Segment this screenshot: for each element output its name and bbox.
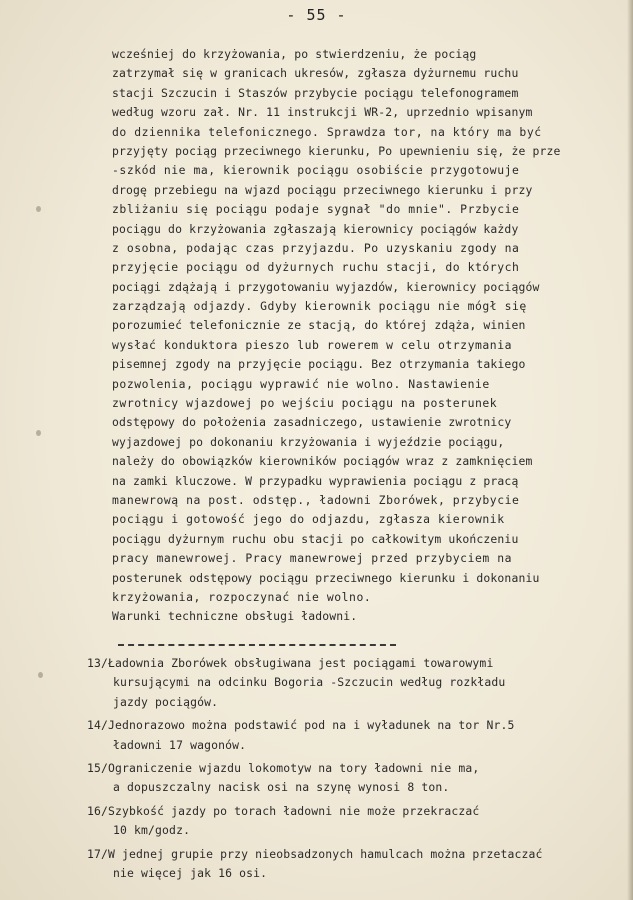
punch-hole-mark [36,206,41,212]
item-first-line: 13/Ładownia Zborówek obsługiwana jest pociągami towarowymi [87,656,494,670]
paragraph-line: pociągu do krzyżowania zgłaszają kierownicy pociągów każdy [112,221,519,236]
item-continuation-line: a dopuszczalny nacisk osi na szynę wynosi 8 ton. [113,780,450,795]
paragraph-line: pociągu i gotowość jego do odjazdu, zgłasza kierownik [112,512,505,527]
list-item [87,802,627,845]
item-first-line: 14/Jednorazowo można podstawić pod na i wyładunek na tor Nr.5 [87,718,515,733]
paragraph-line: pociągi zdążają i przygotowaniu wyjazdów, kierownicy pociągów [112,279,540,294]
item-first-line: 17/W jednej grupie przy nieobsadzonych hamulcach można przetaczać [87,846,543,861]
list-item [87,759,627,802]
paragraph-line: przyjęcie pociągu od dyżurnych ruchu stacji, do których [112,260,520,275]
paragraph-line: pociągu dyżurnym ruchu obu stacji po całkowitym ukończeniu [112,531,519,546]
paragraph-line: pracy manewrowej. Pracy manewrowej przed przybyciem na [112,551,513,566]
paragraph-line: pozwolenia, pociągu wyprawić nie wolno. Nastawienie [112,376,490,391]
list-item [87,845,627,884]
paragraph-line: zwrotnicy wjazdowej po wejściu pociągu na posterunek [112,396,498,411]
section-heading: Warunki techniczne obsługi ładowni. [112,609,358,624]
paragraph-line: zatrzymał się w granicach ukresów, zgłasza dyżurnemu ruchu [112,66,519,81]
paragraph-line: stacji Szczucin i Staszów przybycie pociągu telefonogramem [112,85,519,100]
paragraph-line: zbliżaniu się pociągu podaje sygnał "do mnie". Przbycie [112,202,520,217]
paragraph-line: wyjazdowej po dokonaniu krzyżowania i wyjeździe pociągu, [112,434,505,449]
item-first-line: 16/Szybkość jazdy po torach ładowni nie może przekraczać [87,803,480,818]
heading-underline [118,644,396,646]
item-continuation-line: 10 km/godz. [113,823,191,838]
item-continuation-line: ładowni 17 wagonów. [113,737,247,752]
paragraph-line: na zamki kluczowe. W przypadku wyprawienia pociągu z pracą [112,473,519,488]
paragraph-line: manewrową na post. odstęp., ładowni Zborówek, przybycie [112,492,520,507]
item-continuation-line: jazdy pociągów. [113,694,219,709]
paragraph-line: należy do obowiązków kierowników pociągów wraz z zamknięciem [112,454,533,469]
item-continuation-line: kursującymi na odcinku Bogoria -Szczucin według rozkładu [113,675,506,690]
paragraph-line: krzyżowania, rozpoczynać nie wolno. [112,589,372,604]
paragraph-line: według wzoru zał. Nr. 11 instrukcji WR-2, uprzednio wpisanym [112,105,533,120]
page-edge-shadow [627,0,633,900]
page-number: - 55 - [286,6,347,24]
paragraph-line: przyjęty pociąg przeciwnego kierunku, Po upewnieniu się, że prze [112,143,561,158]
item-continuation-line: nie więcej jak 16 osi. [113,865,268,880]
punch-hole-mark [38,672,43,678]
paragraph-line: z osobna, podając czas przyjazdu. Po uzyskaniu zgody na [112,240,520,255]
paragraph-line: pisemnej zgody na przyjęcie pociągu. Bez otrzymania takiego [112,357,526,372]
punch-hole-mark [36,430,41,436]
paragraph-line: posterunek odstępowy pociągu przeciwnego kierunku i dokonaniu [112,570,540,585]
paragraph-line: wysłać konduktora pieszo lub rowerem w celu otrzymania [112,337,513,352]
item-first-line: 15/Ograniczenie wjazdu lokomotyw na tory ładowni nie ma, [87,760,480,775]
paragraph-line: wcześniej do krzyżowania, po stwierdzeniu, że pociąg [112,47,477,61]
paragraph-line: do dziennika telefonicznego. Sprawdza tor, na który ma być [112,124,542,139]
paragraph-line: zarządzają odjazdy. Gdyby kierownik pociągu nie mógł się [112,299,527,314]
numbered-list [87,654,627,883]
paragraph-line: drogę przebiegu na wjazd pociągu przeciwnego kierunku i przy [112,182,533,197]
paragraph-line: porozumieć telefonicznie ze stacją, do której zdąża, winien [112,318,526,333]
list-item [87,716,627,759]
paragraph-line: odstępowy do położenia zasadniczego, ustawienie zwrotnicy [112,415,512,430]
paragraph-line: -szkód nie ma, kierownik pociągu osobiście przygotowuje [112,163,520,178]
body-paragraph [112,45,627,627]
list-item [87,654,627,716]
